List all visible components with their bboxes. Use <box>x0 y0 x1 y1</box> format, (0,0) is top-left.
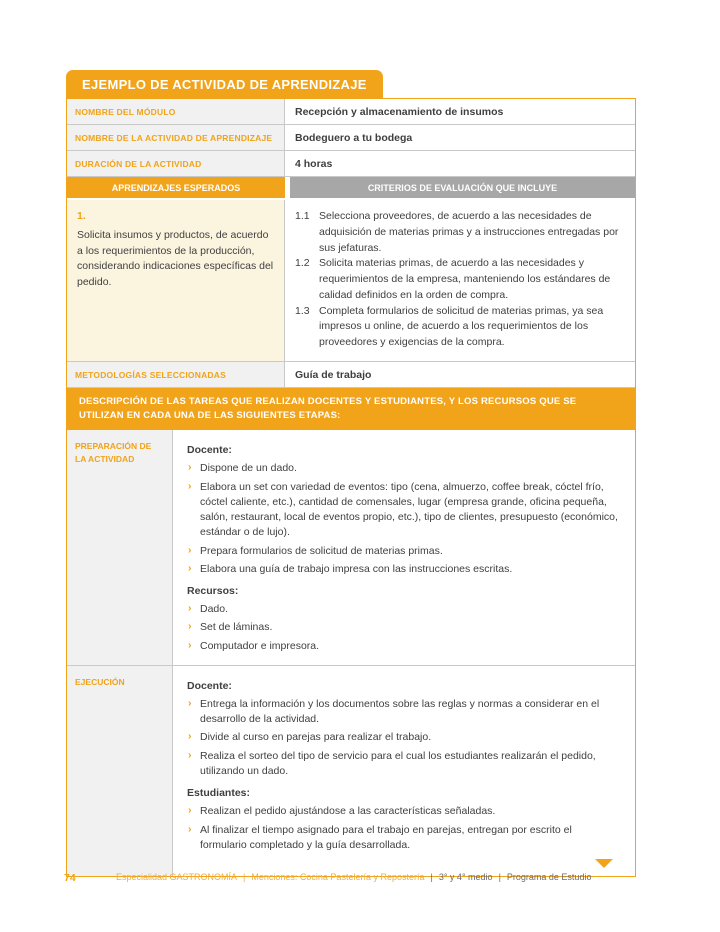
criterion-number: 1.2 <box>295 257 310 270</box>
list-item: › Realizan el pedido ajustándose a las características señaladas. <box>187 804 621 819</box>
list-item: › Divide al curso en parejas para realizar el trabajo. <box>187 730 621 745</box>
stage-row-preparation <box>67 430 635 666</box>
activity-document <box>66 70 636 877</box>
group-heading-recursos: Recursos: <box>187 584 239 597</box>
group-heading-docente: Docente: <box>187 444 232 457</box>
criterion-number: 1.3 <box>295 304 310 317</box>
objective-text: Solicita insumos y productos, de acuerdo a los requerimientos de la producción, considerando indicaciones específicas del pedido. <box>77 228 274 288</box>
list-item: › Elabora una guía de trabajo impresa con las instrucciones escritas. <box>187 562 621 577</box>
docente-task-list <box>187 697 621 779</box>
footer-mentions: Menciones: Cocina Pastelería y Repostería <box>251 872 425 882</box>
learning-body-row <box>67 198 635 362</box>
criterion-text: Selecciona proveedores, de acuerdo a las necesidades de adquisición de materias primas y a instrucciones entregadas por sus jefaturas. <box>319 210 619 254</box>
duration-label: DURACIÓN DE LA ACTIVIDAD <box>67 151 285 176</box>
table-row-duration <box>67 151 635 177</box>
tasks-description-header: DESCRIPCIÓN DE LAS TAREAS QUE REALIZAN DOCENTES Y ESTUDIANTES, Y LOS RECURSOS QUE SE UTILIZAN EN CADA UNA DE LAS SIGUIENTES ETAPAS: <box>67 388 635 430</box>
criterion-text: Completa formularios de solicitud de materias primas, ya sea impresos u online, de acuerdo a los requerimientos de los proveedores y exigencias de la compra. <box>319 304 604 348</box>
evaluation-criteria-header: CRITERIOS DE EVALUACIÓN QUE INCLUYE <box>290 177 635 198</box>
objective-number: 1. <box>77 210 86 222</box>
footer-separator: | <box>243 872 246 882</box>
criteria-cell <box>285 200 635 361</box>
page-number: 74 <box>64 872 76 884</box>
list-item: › Dado. <box>187 602 621 617</box>
table-row-activity-name <box>67 125 635 151</box>
list-item: › Dispone de un dado. <box>187 461 621 476</box>
criterion-text: Solicita materias primas, de acuerdo a las necesidades y requerimientos de la empresa, manteniendo los estándares de calidad definidos en la orden de compra. <box>319 257 611 301</box>
footer-program: Programa de Estudio <box>506 872 592 882</box>
group-heading-docente: Docente: <box>187 679 232 692</box>
criterion-item <box>295 209 623 256</box>
preparation-stage-content <box>173 430 635 665</box>
learning-header-row <box>67 177 635 198</box>
duration-value: 4 horas <box>295 158 333 170</box>
group-heading-estudiantes: Estudiantes: <box>187 787 251 800</box>
docente-task-list <box>187 461 621 577</box>
list-item: › Entrega la información y los documentos sobre las reglas y normas a considerar en el desarrollo de la actividad. <box>187 697 621 727</box>
footer-specialty: Especialidad GASTRONOMÍA <box>116 872 238 882</box>
methodology-label: METODOLOGÍAS SELECCIONADAS <box>67 362 285 387</box>
module-label: NOMBRE DEL MÓDULO <box>67 99 285 124</box>
execution-stage-content <box>173 666 635 876</box>
criterion-item <box>295 304 623 351</box>
criterion-number: 1.1 <box>295 210 310 222</box>
list-item: › Set de láminas. <box>187 620 621 635</box>
list-item: › Prepara formularios de solicitud de materias primas. <box>187 544 621 559</box>
list-item: › Realiza el sorteo del tipo de servicio para el cual los estudiantes realizarán el pedido, utilizando un dado. <box>187 749 621 779</box>
list-item: › Computador e impresora. <box>187 639 621 654</box>
expected-learning-header: APRENDIZAJES ESPERADOS <box>67 177 285 198</box>
footer-separator: | <box>498 872 501 882</box>
module-value: Recepción y almacenamiento de insumos <box>295 106 504 118</box>
footer-grade: 3° y 4° medio <box>438 872 493 882</box>
table-row-methodology <box>67 362 635 388</box>
activity-name-label: NOMBRE DE LA ACTIVIDAD DE APRENDIZAJE <box>67 125 285 150</box>
execution-stage-label: EJECUCIÓN <box>67 666 173 876</box>
footer-separator: | <box>430 872 433 882</box>
recursos-list <box>187 602 621 654</box>
list-item: › Al finalizar el tiempo asignado para el trabajo en parejas, entregan por escrito el formulario completado y la guía desarrollada. <box>187 823 621 853</box>
footer-text <box>116 872 591 882</box>
activity-table <box>66 98 636 877</box>
estudiantes-task-list <box>187 804 621 853</box>
stage-row-execution <box>67 666 635 876</box>
expected-learning-cell <box>67 200 285 361</box>
criterion-item <box>295 256 623 303</box>
methodology-value: Guía de trabajo <box>295 368 372 381</box>
page-title: EJEMPLO DE ACTIVIDAD DE APRENDIZAJE <box>66 70 383 98</box>
continuation-arrow-icon <box>595 859 613 868</box>
list-item: › Elabora un set con variedad de eventos: tipo (cena, almuerzo, coffee break, cóctel frío, cóctel caliente, etc.), cantidad de comensales, lugar (empresa grande, oficina pequeña, salón, restaurant, local de eventos propio, etc.), tipo de clientes, presupuesto (económico, estándar o de lujo). <box>187 480 621 541</box>
preparation-stage-label: PREPARACIÓN DE LA ACTIVIDAD <box>67 430 173 665</box>
table-row-module <box>67 99 635 125</box>
activity-name-value: Bodeguero a tu bodega <box>295 132 413 144</box>
